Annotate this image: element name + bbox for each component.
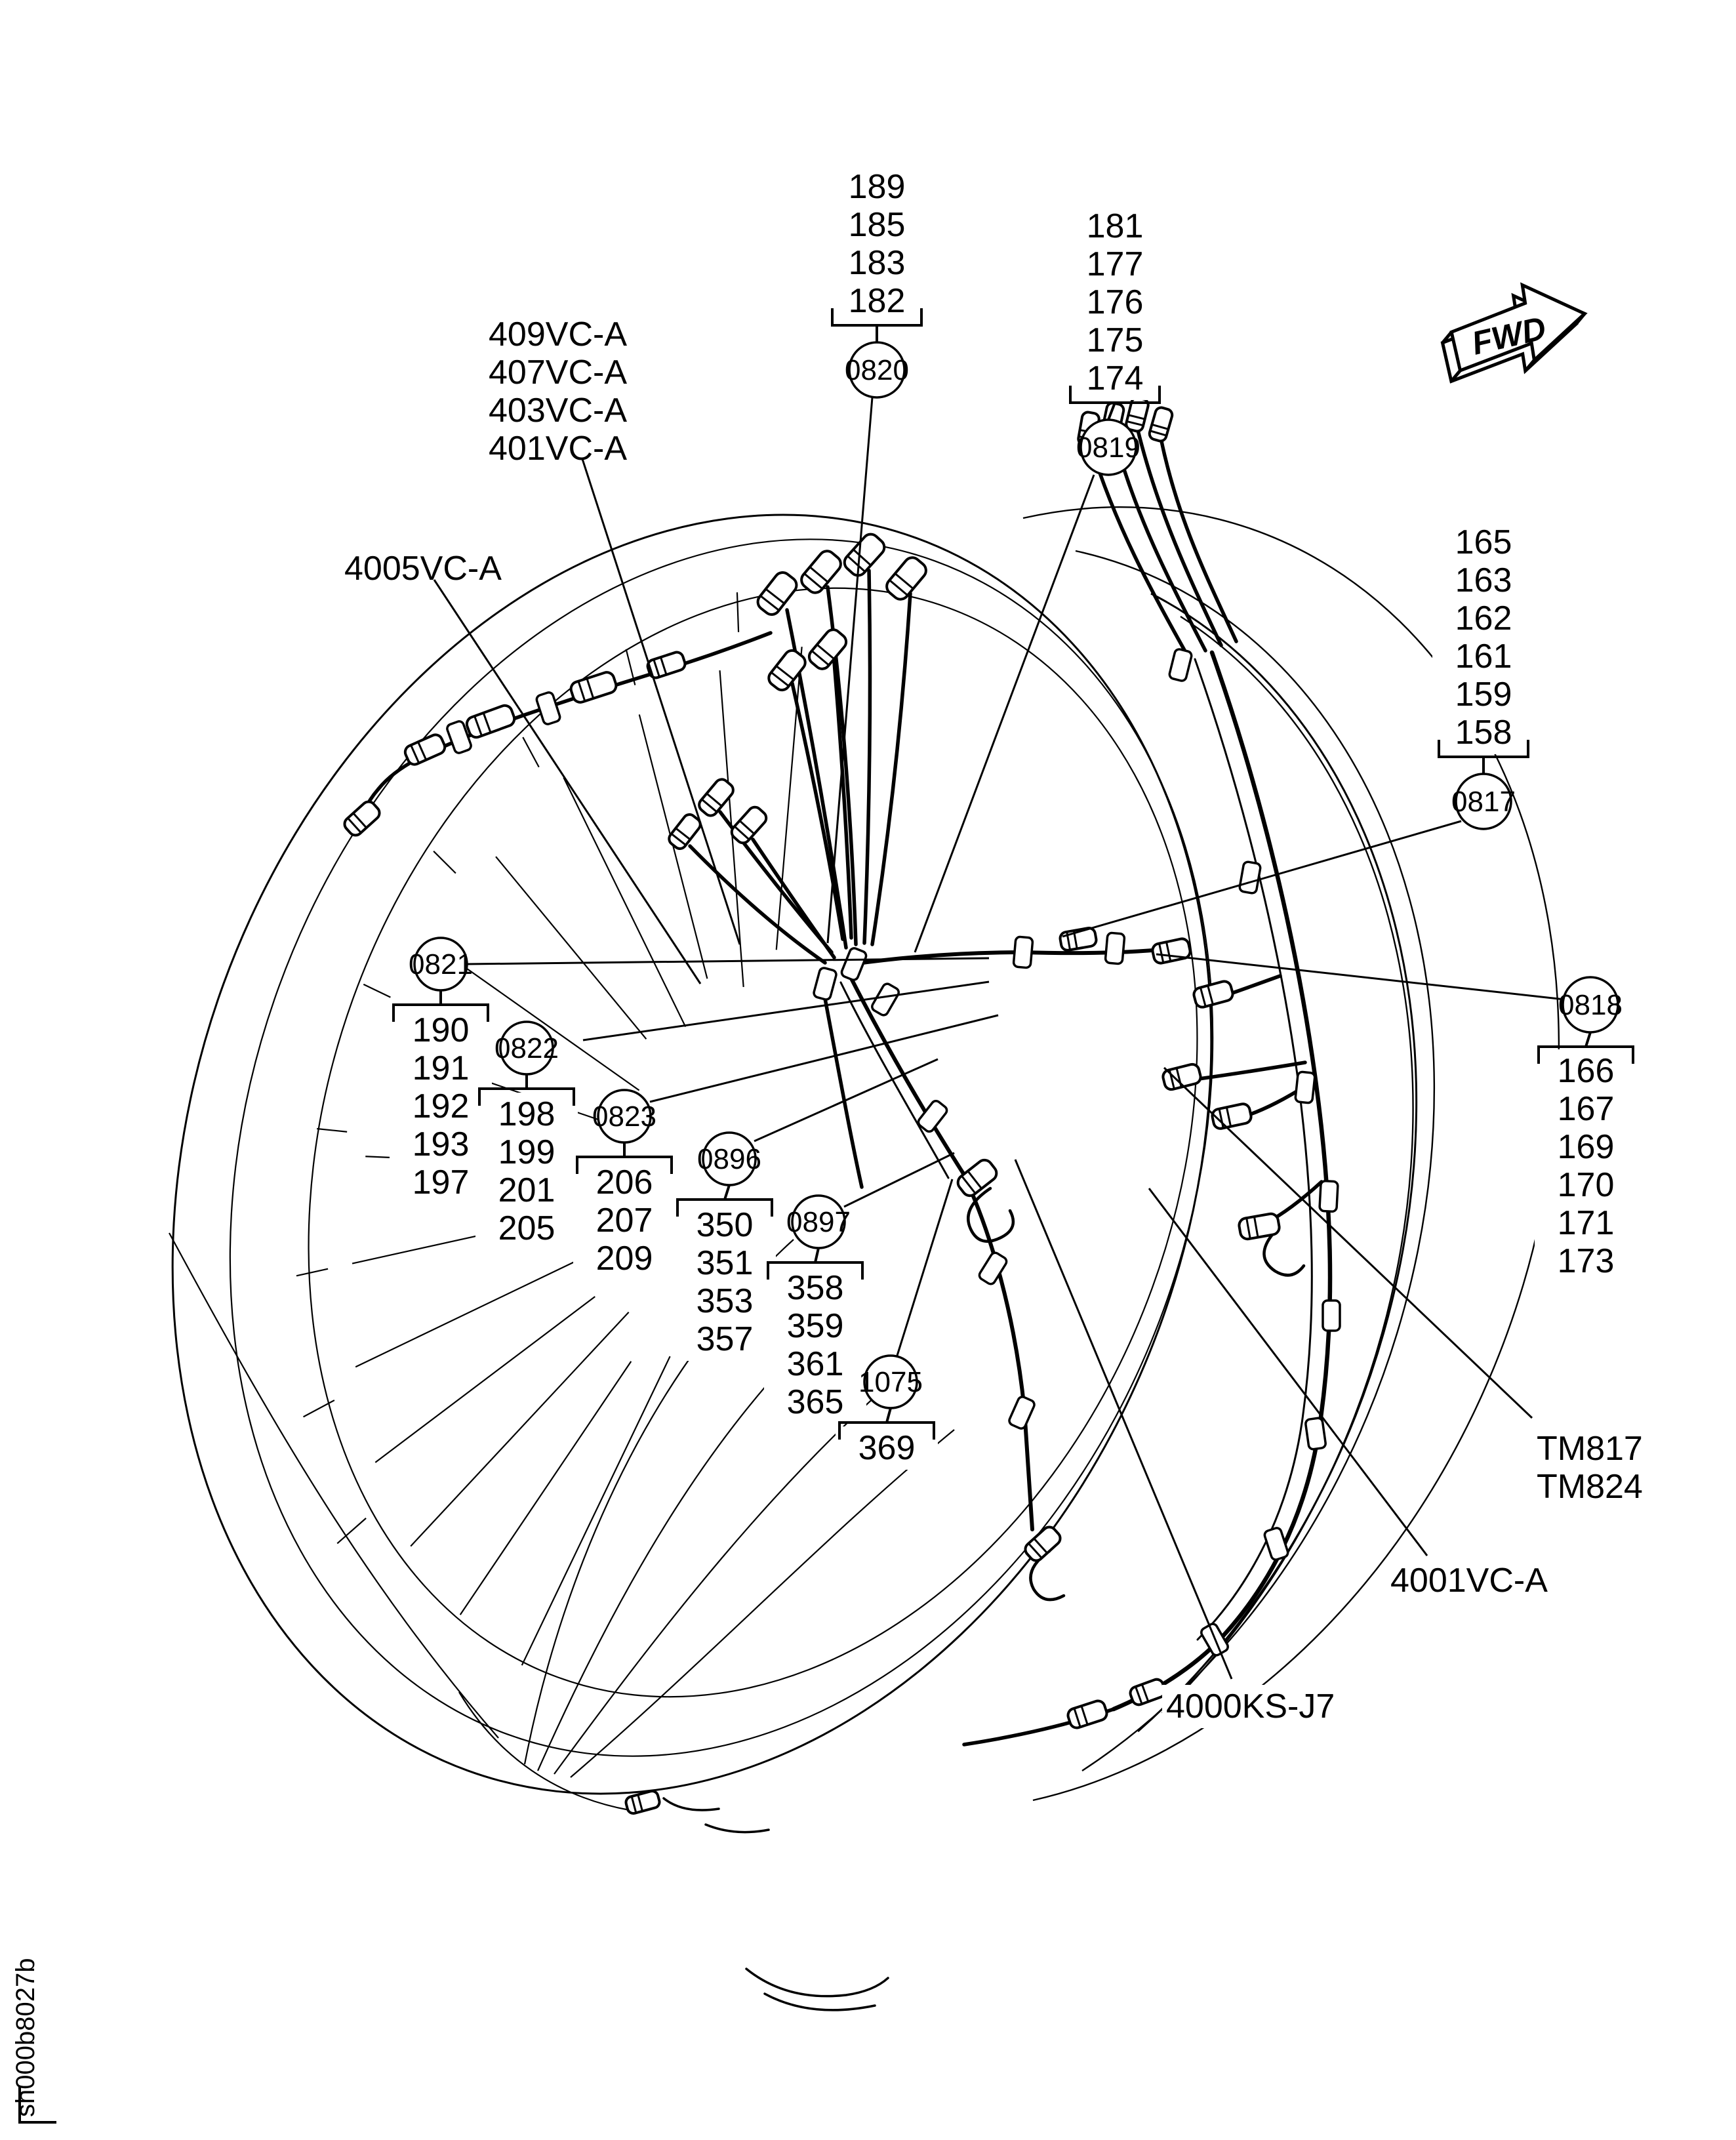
cable-clamp (870, 982, 900, 1017)
clamp-body (840, 947, 867, 981)
footer-code: sh000b8027b (11, 1958, 40, 2117)
leader-line (897, 1179, 952, 1358)
cable-clamp (536, 691, 561, 725)
part-label-line: 407VC-A (489, 353, 627, 392)
cable-clamp (1295, 1072, 1316, 1103)
callout-number: 167 (1557, 1090, 1615, 1128)
leader-line (434, 580, 700, 984)
fan-blade-line (496, 857, 646, 1039)
leader-line (754, 1059, 938, 1141)
bracket-stem (887, 1408, 891, 1423)
clamp-body (1013, 937, 1033, 968)
callout-id: 0823 (592, 1100, 656, 1133)
rim-tick (363, 984, 390, 998)
connector-barrel (1211, 1102, 1253, 1129)
callout-number: 350 (696, 1206, 754, 1244)
callout-number: 201 (498, 1171, 555, 1209)
callout-number: 197 (412, 1163, 470, 1201)
cable-clamp (1013, 937, 1033, 968)
callout-number: 198 (498, 1095, 555, 1133)
clamp-body (1105, 933, 1125, 964)
part-label-line: 4001VC-A (1390, 1562, 1548, 1600)
fwd-arrow (1436, 276, 1592, 383)
callout-number: 207 (595, 1201, 653, 1240)
leader-line (915, 475, 1094, 952)
callout-number: 185 (848, 206, 906, 244)
callout-number: 189 (848, 168, 906, 206)
rim-tick (296, 1269, 328, 1276)
callout-number: 209 (595, 1240, 653, 1278)
fwd-label: FWD (1468, 309, 1550, 362)
callout-number: 181 (1086, 207, 1144, 245)
callout-id: 0818 (1558, 989, 1623, 1021)
cable-clamp (1105, 933, 1125, 964)
connector-body (465, 704, 517, 740)
callout-number: 183 (848, 244, 906, 282)
callout-number: 163 (1455, 561, 1512, 599)
fan-blade-line (355, 1245, 608, 1367)
connector-barrel (955, 1157, 999, 1199)
callout-number: 192 (412, 1087, 470, 1125)
fan-blade-line (460, 1362, 632, 1615)
callout-number: 205 (498, 1209, 555, 1247)
callout-0823 (573, 1015, 998, 1280)
part-label-line: TM817 (1537, 1430, 1643, 1468)
callout-number: 190 (412, 1011, 470, 1049)
fan-blade-line (563, 777, 685, 1026)
callout-number: 182 (848, 282, 906, 320)
connector-barrel (754, 569, 799, 618)
clamp-body (1305, 1417, 1326, 1449)
connector-barrel (342, 799, 382, 838)
connector-barrel (569, 670, 618, 704)
rim-tick (434, 851, 456, 874)
callout-id: 0821 (409, 948, 473, 980)
rim-tick (737, 592, 738, 632)
cable-clamp (1323, 1301, 1340, 1331)
callout-number: 365 (786, 1383, 844, 1421)
callout-number: 199 (498, 1133, 555, 1171)
connector-barrel (1238, 1213, 1281, 1240)
bracket-stem (815, 1248, 818, 1262)
connector-body (403, 733, 447, 767)
callout-number: 176 (1086, 283, 1144, 321)
part-label-line: 4005VC-A (344, 550, 502, 588)
part-label-line: 409VC-A (489, 315, 627, 353)
callout-number: 361 (786, 1345, 844, 1383)
connector-barrel (403, 733, 447, 767)
part-label-line: 401VC-A (489, 430, 627, 468)
cable-clamp (978, 1251, 1008, 1286)
callout-number: 158 (1455, 714, 1512, 752)
callout-number: 173 (1557, 1242, 1615, 1280)
callout-id: 0817 (1451, 786, 1516, 818)
rim-tick (337, 1518, 366, 1544)
connector-barrel (1129, 1678, 1167, 1706)
callout-id: 0896 (697, 1143, 761, 1175)
bracket-stem (1586, 1032, 1590, 1047)
cable-clamp (813, 967, 837, 1000)
connector-body (1148, 406, 1174, 442)
connector-barrel (806, 626, 849, 672)
connector-body (955, 1157, 999, 1199)
connector-barrel (1151, 938, 1191, 965)
callout-number: 170 (1557, 1166, 1615, 1204)
connector-barrel (1066, 1699, 1108, 1729)
clamp-body (1264, 1527, 1289, 1561)
connector-body (1066, 1699, 1108, 1729)
clamp-body (870, 982, 900, 1017)
leader-line (1164, 1068, 1532, 1418)
callout-number: 353 (696, 1282, 754, 1320)
label-4001vc-a (1149, 1188, 1558, 1602)
callout-id: 0819 (1076, 432, 1141, 464)
clamp-body (1008, 1396, 1036, 1430)
cable-clamp (1008, 1396, 1036, 1430)
clamp-body (1169, 649, 1192, 682)
callout-number: 351 (696, 1244, 754, 1282)
callout-number: 369 (858, 1429, 916, 1467)
part-label-line: 4000KS-J7 (1166, 1687, 1335, 1726)
connector-body (754, 569, 799, 618)
label-4005vc-a (340, 547, 700, 984)
callout-number: 358 (786, 1269, 844, 1307)
clamp-body (1323, 1301, 1340, 1331)
callout-number: 191 (412, 1049, 470, 1087)
cable-clamp (1305, 1417, 1326, 1449)
connector-body (1059, 927, 1097, 952)
connector-barrel (465, 704, 517, 740)
clamp-body (813, 967, 837, 1000)
fan-blade-line (375, 1297, 595, 1463)
connector-barrel (1059, 927, 1097, 952)
callout-id: 0820 (845, 354, 909, 386)
callout-id: 1075 (858, 1366, 923, 1398)
clamp-body (1239, 861, 1261, 894)
connector-body (569, 670, 618, 704)
callout-number: 171 (1557, 1204, 1615, 1242)
rim-tick (317, 1129, 347, 1132)
connector-body (1211, 1102, 1253, 1129)
callout-number: 357 (696, 1320, 754, 1358)
connector-barrel (666, 812, 702, 851)
connector-body (1238, 1213, 1281, 1240)
callout-id: 0822 (495, 1032, 559, 1064)
cable-clamp (1320, 1181, 1338, 1211)
callout-number: 193 (412, 1125, 470, 1163)
clamp-body (1320, 1181, 1338, 1211)
cable-clamp (1264, 1527, 1289, 1561)
connector-barrel (1148, 406, 1174, 442)
connector-barrel (883, 554, 929, 603)
connector-barrel (729, 804, 769, 845)
cable-clamp (1239, 861, 1261, 894)
callout-number: 161 (1455, 637, 1512, 676)
callout-number: 165 (1455, 523, 1512, 561)
callout-id: 0897 (786, 1206, 851, 1238)
callout-number: 177 (1086, 245, 1144, 283)
clamp-body (978, 1251, 1008, 1286)
cable-clamp (840, 947, 867, 981)
part-label-line: 403VC-A (489, 392, 627, 430)
callout-number: 169 (1557, 1128, 1615, 1166)
leader-line (583, 982, 989, 1040)
leader-line (650, 1015, 998, 1102)
footer (11, 1958, 56, 2122)
callout-number: 166 (1557, 1052, 1615, 1090)
cable-clamp (1169, 649, 1192, 682)
callout-number: 175 (1086, 321, 1144, 359)
callout-number: 162 (1455, 599, 1512, 637)
callout-0819 (915, 205, 1166, 952)
connector-barrel (1192, 980, 1234, 1009)
callout-number: 359 (786, 1307, 844, 1345)
callout-number: 174 (1086, 359, 1144, 397)
rim-tick (523, 737, 538, 767)
part-label-line: TM824 (1537, 1468, 1643, 1506)
leader-line (1149, 1188, 1427, 1556)
connector-barrel (1022, 1524, 1063, 1564)
connector-body (1129, 1678, 1167, 1706)
bracket-stem (725, 1185, 729, 1200)
callout-number: 159 (1455, 676, 1512, 714)
connector-barrel (841, 531, 888, 578)
callout-number: 206 (595, 1163, 653, 1201)
leader-line (1062, 821, 1461, 937)
clamp-body (536, 691, 561, 725)
clamp-body (1295, 1072, 1316, 1103)
leader-line (468, 958, 989, 964)
